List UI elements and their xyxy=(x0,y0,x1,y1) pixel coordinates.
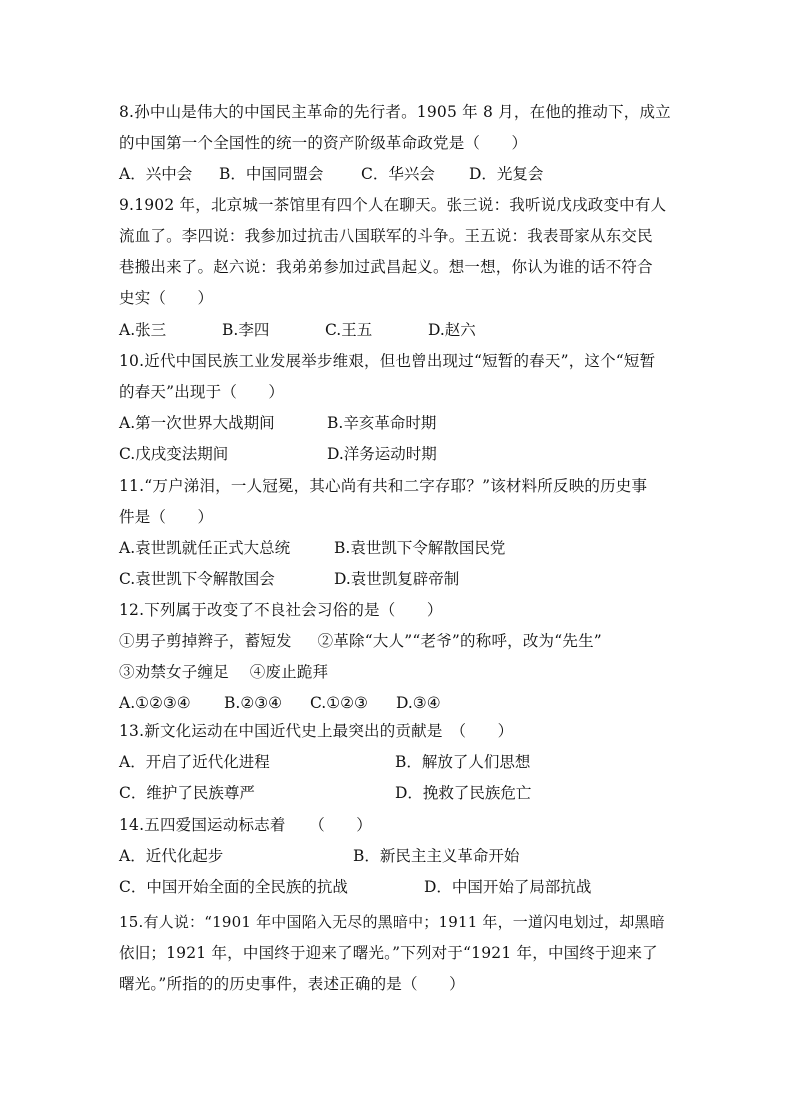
option-d: D．挽救了民族危亡 xyxy=(395,784,532,802)
option-b: B.②③④ xyxy=(224,694,283,712)
question-stem-line: 的春天”出现于（ ） xyxy=(119,383,285,401)
option-a: A.张三 xyxy=(119,321,167,339)
question-stem-line: 曙光。”所指的的历史事件，表述正确的是（ ） xyxy=(119,975,465,993)
option-b: B．中国同盟会 xyxy=(219,165,324,183)
question-stem-line: 12.下列属于改变了不良社会习俗的是（ ） xyxy=(119,601,443,619)
question-stem-line: 10.近代中国民族工业发展举步维艰，但也曾出现过“短暂的春天”，这个“短暂 xyxy=(119,352,656,370)
question-stem-line: 8.孙中山是伟大的中国民主革命的先行者。1905 年 8 月，在他的推动下，成立 xyxy=(119,103,671,121)
question-stem-line: 史实（ ） xyxy=(119,289,214,307)
option-d: D．光复会 xyxy=(469,165,544,183)
option-b: B.辛亥革命时期 xyxy=(327,414,437,432)
question-stem-line: 13.新文化运动在中国近代史上最突出的贡献是 （ ） xyxy=(119,722,514,740)
option-a: A．开启了近代化进程 xyxy=(119,753,270,771)
option-d: D.③④ xyxy=(396,694,441,712)
option-c: C.①②③ xyxy=(310,694,368,712)
option-b: B.袁世凯下令解散国民党 xyxy=(334,539,506,557)
option-d: D．中国开始了局部抗战 xyxy=(424,878,592,896)
option-c: C.王五 xyxy=(325,321,373,339)
option-d: D.袁世凯复辟帝制 xyxy=(334,570,460,588)
option-d: D.洋务运动时期 xyxy=(327,445,437,463)
question-stem-line: 11.“万户涕泪，一人冠冕，其心尚有共和二字存耶？”该材料所反映的历史事 xyxy=(119,477,648,495)
option-a: A.袁世凯就任正式大总统 xyxy=(119,539,291,557)
option-c: C.戊戌变法期间 xyxy=(119,445,229,463)
question-stem-line: 的中国第一个全国性的统一的资产阶级革命政党是（ ） xyxy=(119,134,528,152)
option-a: A．近代化起步 xyxy=(119,847,224,865)
question-stem-line: 14.五四爱国运动标志着 （ ） xyxy=(119,816,373,834)
question-stem-line: 流血了。李四说：我参加过抗击八国联军的斗争。王五说：我表哥家从东交民 xyxy=(119,227,653,245)
option-a: A.第一次世界大战期间 xyxy=(119,414,275,432)
question-stem-line: 件是（ ） xyxy=(119,508,214,526)
question-stem-line: 依旧；1921 年，中国终于迎来了曙光。”下列对于“1921 年，中国终于迎来了 xyxy=(119,944,658,962)
option-c: C．中国开始全面的全民族的抗战 xyxy=(119,878,348,896)
option-b: B.李四 xyxy=(222,321,270,339)
question-stem-line: 9.1902 年，北京城一茶馆里有四个人在聊天。张三说：我听说戊戌政变中有人 xyxy=(119,196,667,214)
question-stem-line: ③劝禁女子缠足 ④废止跪拜 xyxy=(119,663,329,681)
option-d: D.赵六 xyxy=(428,321,476,339)
option-c: C.袁世凯下令解散国会 xyxy=(119,570,275,588)
option-a: A.①②③④ xyxy=(119,694,191,712)
question-stem-line: ①男子剪掉辫子，蓄短发 ②革除“大人”“老爷”的称呼，改为“先生” xyxy=(119,632,602,650)
option-a: A．兴中会 xyxy=(119,165,193,183)
question-stem-line: 巷搬出来了。赵六说：我弟弟参加过武昌起义。想一想，你认为谁的话不符合 xyxy=(119,258,653,276)
option-b: B．新民主主义革命开始 xyxy=(353,847,520,865)
option-c: C．维护了民族尊严 xyxy=(119,784,255,802)
option-b: B．解放了人们思想 xyxy=(395,753,531,771)
option-c: C．华兴会 xyxy=(361,165,435,183)
question-stem-line: 15.有人说：“1901 年中国陷入无尽的黑暗中；1911 年，一道闪电划过，却黑暗 xyxy=(119,913,665,931)
